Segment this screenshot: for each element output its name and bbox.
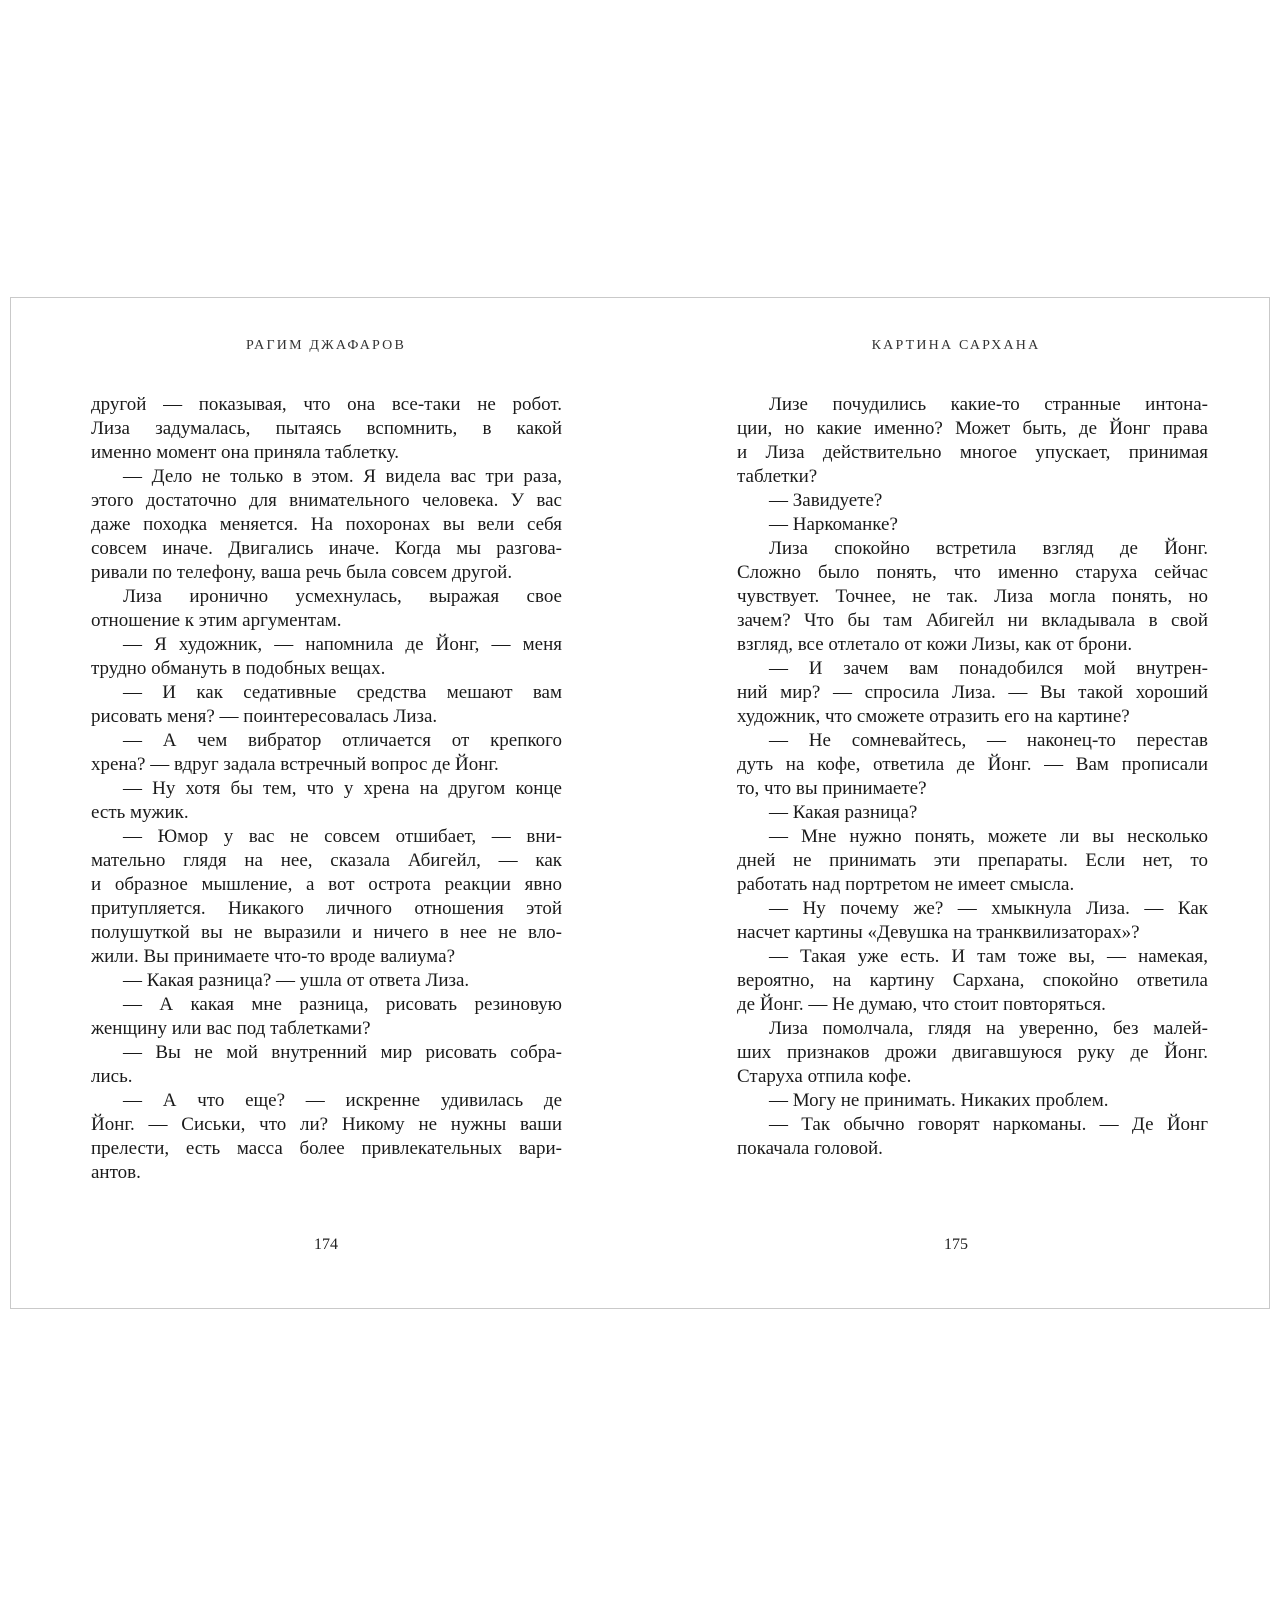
text-line: — Так обычно говорят наркоманы. — Де Йонг — [769, 1114, 1208, 1135]
text-line: отношение к этим аргументам. — [91, 610, 342, 631]
text-line: — И зачем вам понадобился мой внутрен- — [769, 658, 1208, 679]
text-line: и образное мышление, а вот острота реакции явно — [91, 874, 562, 895]
right-page — [641, 298, 1271, 1308]
text-line: Лиза иронично усмехнулась, выражая свое — [123, 586, 562, 607]
text-line: именно момент она приняла таблетку. — [91, 442, 399, 463]
text-line: — Ну хотя бы тем, что у хрена на другом конце — [123, 778, 562, 799]
running-head-title: КАРТИНА САРХАНА — [871, 338, 1041, 353]
page-number-right: 175 — [944, 1236, 968, 1253]
text-line: — Не сомневайтесь, — наконец-то перестав — [769, 730, 1208, 751]
text-line: — Завидуете? — [769, 490, 883, 511]
text-line: прелести, есть масса более привлекательных вари- — [91, 1138, 562, 1159]
text-line: и Лиза действительно многое упускает, принимая — [737, 442, 1208, 463]
text-line: Старуха отпила кофе. — [737, 1066, 912, 1087]
text-line: ших признаков дрожи двигавшуюся руку де Йонг. — [737, 1042, 1208, 1063]
text-line: таблетки? — [737, 466, 818, 487]
text-line: совсем иначе. Двигались иначе. Когда мы разгова- — [91, 538, 562, 559]
text-line: — А чем вибратор отличается от крепкого — [123, 730, 562, 751]
text-line: насчет картины «Девушка на транквилизаторах»? — [737, 922, 1140, 943]
page-number-left: 174 — [314, 1236, 338, 1253]
text-line: ний мир? — спросила Лиза. — Вы такой хороший — [737, 682, 1208, 703]
text-line: художник, что сможете отразить его на картине? — [737, 706, 1130, 727]
text-line: зачем? Что бы там Абигейл ни вкладывала в свой — [737, 610, 1208, 631]
text-line: антов. — [91, 1162, 141, 1183]
text-line: другой — показывая, что она все-таки не робот. — [91, 394, 562, 415]
book-spread — [10, 297, 1270, 1309]
left-page-text — [91, 393, 562, 1185]
text-line: — Мне нужно понять, можете ли вы несколько — [769, 826, 1208, 847]
text-line: Йонг. — Сиськи, что ли? Никому не нужны ваши — [91, 1114, 562, 1135]
text-line: этого достаточно для внимательного человека. У вас — [91, 490, 562, 511]
text-line: — Могу не принимать. Никаких проблем. — [769, 1090, 1109, 1111]
text-line: — Такая уже есть. И там тоже вы, — намекая, — [769, 946, 1208, 967]
text-line: хрена? — вдруг задала встречный вопрос де Йонг. — [91, 754, 499, 775]
text-line: вероятно, на картину Сархана, спокойно ответила — [737, 970, 1208, 991]
text-line: ривали по телефону, ваша речь была совсем другой. — [91, 562, 513, 583]
text-line: де Йонг. — Не думаю, что стоит повторяться. — [737, 994, 1106, 1015]
text-line: дуть на кофе, ответила де Йонг. — Вам прописали — [737, 754, 1208, 775]
text-line: притупляется. Никакого личного отношения этой — [91, 898, 562, 919]
text-line: лись. — [91, 1066, 133, 1087]
text-line: ции, но какие именно? Может быть, де Йонг права — [737, 418, 1208, 439]
text-line: мательно глядя на нее, сказала Абигейл, — как — [91, 850, 562, 871]
text-line: — Какая разница? — [769, 802, 918, 823]
text-line: даже походка меняется. На похоронах вы вели себя — [91, 514, 562, 535]
text-line: работать над портретом не имеет смысла. — [737, 874, 1075, 895]
text-line: — Вы не мой внутренний мир рисовать собра- — [123, 1042, 562, 1063]
text-line: Лиза помолчала, глядя на уверенно, без малей- — [769, 1018, 1208, 1039]
text-line: чувствует. Точнее, не так. Лиза могла понять, но — [737, 586, 1208, 607]
text-line: — А какая мне разница, рисовать резиновую — [123, 994, 562, 1015]
text-line: трудно обмануть в подобных вещах. — [91, 658, 386, 679]
text-line: полушуткой вы не выразили и ничего в нее не вло- — [91, 922, 562, 943]
left-page — [11, 298, 641, 1308]
text-line: Лиза задумалась, пытаясь вспомнить, в какой — [91, 418, 562, 439]
text-line: — А что еще? — искренне удивилась де — [123, 1090, 562, 1111]
text-line: жили. Вы принимаете что-то вроде валиума? — [91, 946, 456, 967]
text-line: — Какая разница? — ушла от ответа Лиза. — [123, 970, 470, 991]
text-line: то, что вы принимаете? — [737, 778, 927, 799]
text-line: — И как седативные средства мешают вам — [123, 682, 562, 703]
text-line: — Наркоманке? — [769, 514, 898, 535]
text-line: — Я художник, — напомнила де Йонг, — меня — [123, 634, 562, 655]
text-line: — Ну почему же? — хмыкнула Лиза. — Как — [769, 898, 1208, 919]
text-line: рисовать меня? — поинтересовалась Лиза. — [91, 706, 438, 727]
text-line: есть мужик. — [91, 802, 189, 823]
text-line: Лиза спокойно встретила взгляд де Йонг. — [769, 538, 1208, 559]
text-line: — Дело не только в этом. Я видела вас три раза, — [123, 466, 562, 487]
text-line: — Юмор у вас не совсем отшибает, — вни- — [123, 826, 562, 847]
text-line: дней не принимать эти препараты. Если нет, то — [737, 850, 1208, 871]
text-line: Сложно было понять, что именно старуха сейчас — [737, 562, 1208, 583]
text-line: женщину или вас под таблетками? — [91, 1018, 371, 1039]
running-head-author: РАГИМ ДЖАФАРОВ — [245, 338, 407, 353]
text-line: взгляд, все отлетало от кожи Лизы, как от брони. — [737, 634, 1133, 655]
right-page-text — [737, 393, 1208, 1161]
text-line: Лизе почудились какие-то странные интона- — [769, 394, 1208, 415]
text-line: покачала головой. — [737, 1138, 883, 1159]
